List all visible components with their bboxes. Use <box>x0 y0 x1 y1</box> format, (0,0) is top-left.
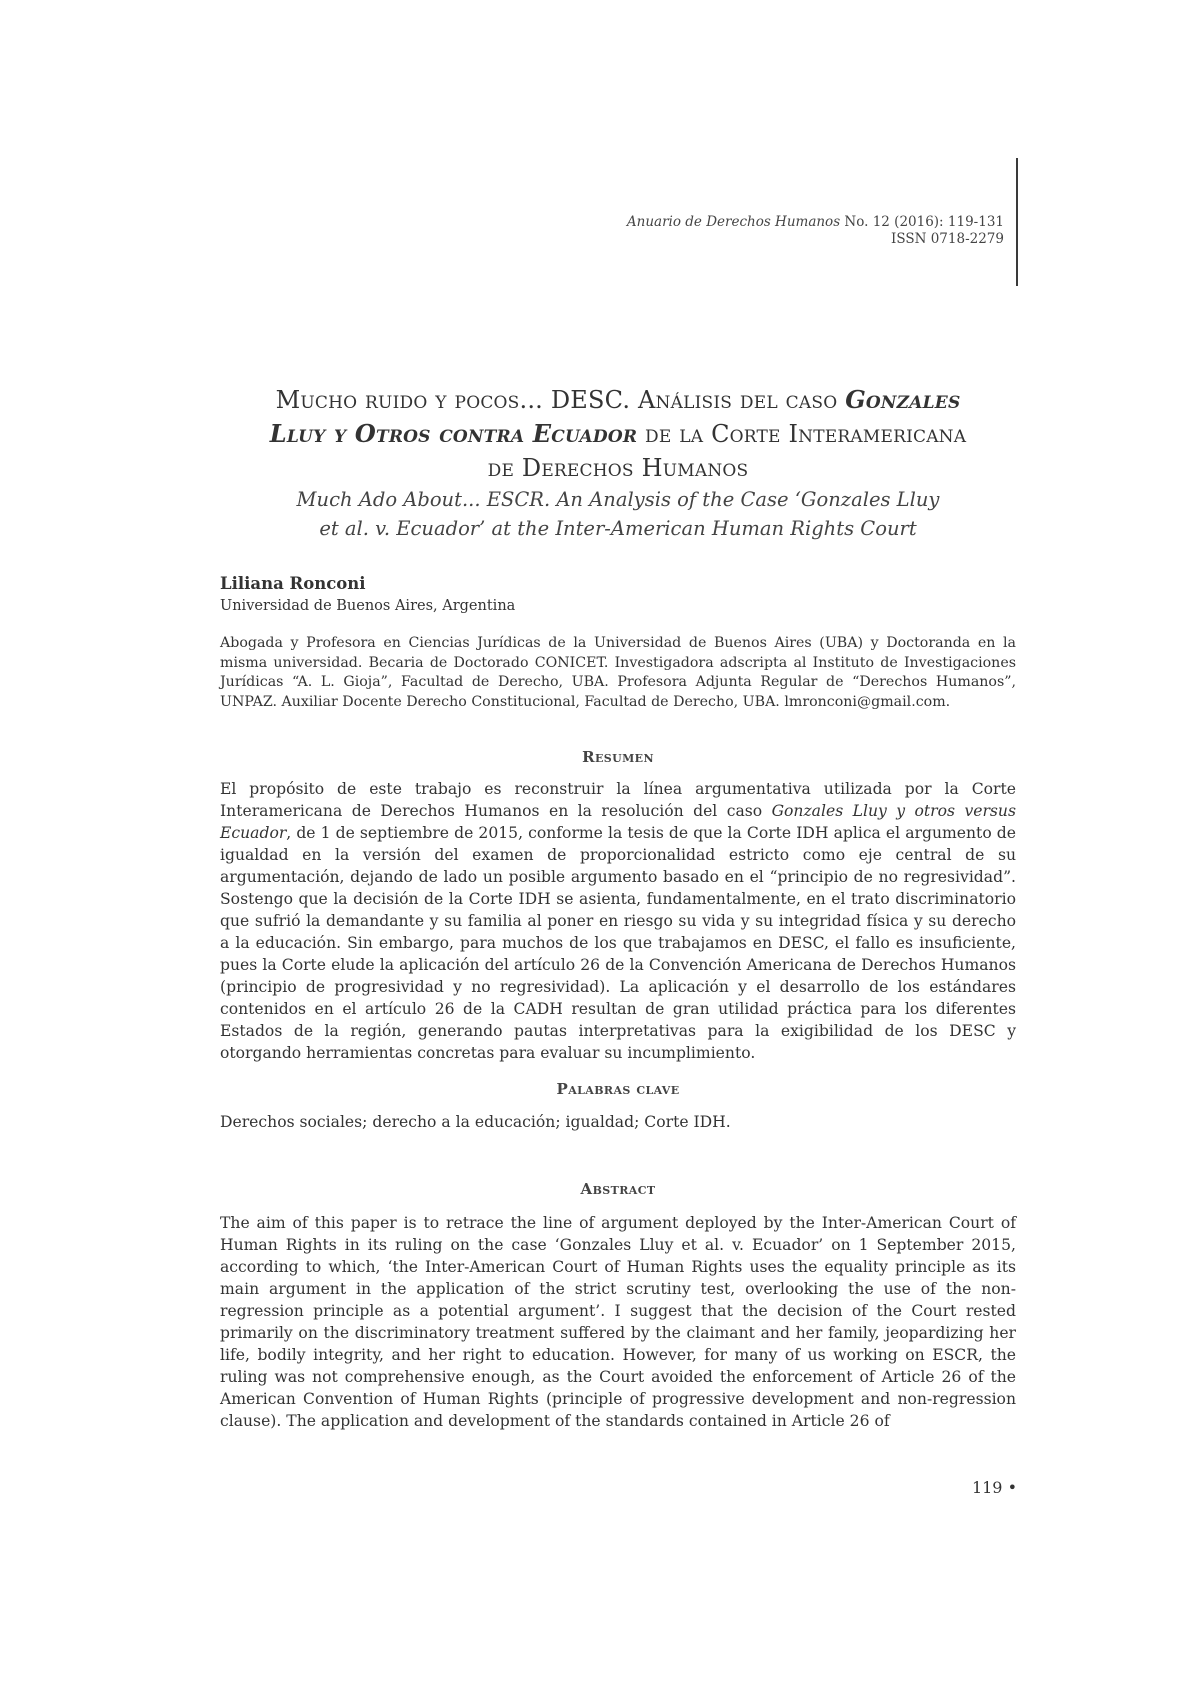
resumen-part2: , de 1 de septiembre de 2015, conforme la tesis de que la Corte IDH aplica el argumento de igualdad en la versión del examen de proporcionalidad estricto como eje central de su argumentación, dejando de lado un posible argumento basado en el “principio de no regresividad”. Sostengo que la decisión de la Corte IDH se asienta, fundamentalmente, en el trato discriminatorio que sufrió la demandante y su familia al poner en riesgo su vida y su integridad física y su derecho a la educación. Sin embargo, para muchos de los que trabajamos en DESC, el fallo es insuficiente, pues la Corte elude la aplicación del artículo 26 de la Convención Americana de Derechos Humanos (principio de progresividad y no regresividad). La aplicación y el desarrollo de los estándares contenidos en el artículo 26 de la CADH resultan de gran utilidad práctica para los diferentes Estados de la región, generando pautas interpretativas para la exigibilidad de los DESC y otorgando herramientas concretas para evaluar su incumplimiento. <box>220 824 1016 1062</box>
subtitle-line2: et al. v. Ecuador’ at the Inter-American Human Rights Court <box>319 517 917 540</box>
resumen-part1: El propósito de este trabajo es reconstruir la línea argumentativa utilizada por la Corte Interamericana de Derechos Humanos en la resolución del caso <box>220 780 1016 820</box>
subtitle-line1: Much Ado About... ESCR. An Analysis of the Case ‘Gonzales Lluy <box>296 488 940 511</box>
article-subtitle <box>218 485 1018 543</box>
journal-info <box>627 214 1004 248</box>
author-affiliation: Universidad de Buenos Aires, Argentina <box>220 598 516 614</box>
abstract-text: The aim of this paper is to retrace the line of argument deployed by the Inter-American Court of Human Rights in its ruling on the case ‘Gonzales Lluy et al. v. Ecuador’ on 1 September 2015, according to which, ‘the Inter-American Court of Human Rights uses the equality principle as its main argument in the application of the strict scrutiny test, overlooking the use of the non-regression principle as a potential argument’. I suggest that the decision of the Court rested primarily on the discriminatory treatment suffered by the claimant and her family, jeopardizing her life, bodily integrity, and her right to education. However, for many of us working on ESCR, the ruling was not comprehensive enough, as the Court avoided the enforcement of Article 26 of the American Convention of Human Rights (principle of progressive development and non-regression clause). The application and development of the standards contained in Article 26 of <box>220 1214 1016 1430</box>
palabras-clave-text: Derechos sociales; derecho a la educación; igualdad; Corte IDH. <box>220 1113 731 1131</box>
author-block <box>220 573 1020 712</box>
author-name: Liliana Ronconi <box>220 574 366 593</box>
title-block <box>218 383 1018 543</box>
page-number: 119 • <box>971 1478 1017 1497</box>
title-line2a: Lluy y Otros contra Ecuador <box>269 419 638 448</box>
journal-issn: ISSN 0718-2279 <box>891 231 1004 247</box>
title-line3: de Derechos Humanos <box>487 454 749 482</box>
title-line2b: de la Corte Interamericana <box>637 420 967 448</box>
title-line1a: Mucho ruido y pocos... DESC. Análisis del caso <box>275 386 846 414</box>
author-bio: Abogada y Profesora en Ciencias Jurídicas de la Universidad de Buenos Aires (UBA) y Doctoranda en la misma universidad. Becaria de Doctorado CONICET. Investigadora adscripta al Instituto de Investigaciones Jurídicas “A. L. Gioja”, Facultad de Derecho, UBA. Profesora Adjunta Regular de “Derechos Humanos”, UNPAZ. Auxiliar Docente Derecho Constitucional, Facultad de Derecho, UBA. lmronconi@gmail.com. <box>220 635 1016 710</box>
abstract-heading: Abstract <box>580 1180 656 1198</box>
title-line1b: Gonzales <box>845 385 961 414</box>
article-title <box>218 383 1018 485</box>
journal-citation <box>627 214 1004 231</box>
resumen-heading: Resumen <box>582 748 654 766</box>
journal-name: Anuario de Derechos Humanos <box>626 214 841 230</box>
resumen-case-name: Gonzales Lluy y otros versus Ecuador <box>220 802 1016 842</box>
resumen-text <box>220 778 1016 1064</box>
palabras-clave-heading: Palabras clave <box>556 1080 680 1098</box>
header-vertical-rule <box>1016 158 1018 286</box>
journal-issue: No. 12 (2016): 119-131 <box>840 214 1004 230</box>
